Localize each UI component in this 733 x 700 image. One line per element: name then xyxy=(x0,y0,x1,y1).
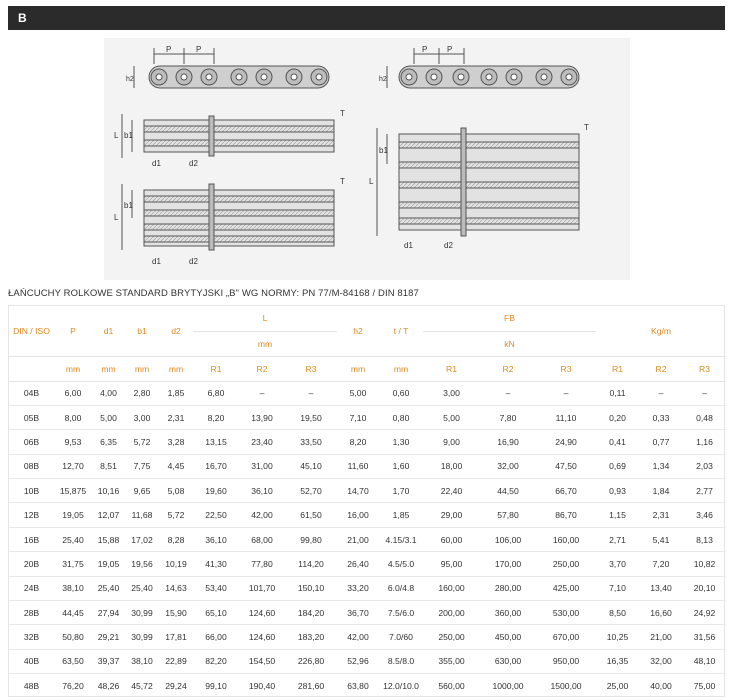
table-row xyxy=(9,625,726,649)
table-cell: 4.5/5.0 xyxy=(379,552,423,576)
table-row xyxy=(9,454,726,478)
table-cell: 9,53 xyxy=(54,430,92,454)
table-cell: 60,00 xyxy=(423,527,480,551)
table-cell: – xyxy=(285,381,337,405)
label-p-3: P xyxy=(422,45,428,54)
label-h2-left: h2 xyxy=(126,76,134,83)
chain-technical-drawing xyxy=(104,38,630,280)
label-d2-1: d2 xyxy=(189,159,198,168)
table-cell: 66,00 xyxy=(193,625,239,649)
table-caption: ŁAŃCUCHY ROLKOWE STANDARD BRYTYJSKI „B" WG NORMY: PN 77/M-84168 / DIN 8187 xyxy=(8,288,419,299)
table-cell: 31,56 xyxy=(683,625,726,649)
table-cell: 15,875 xyxy=(54,479,92,503)
table-cell: 66,70 xyxy=(536,479,596,503)
label-t-3: T xyxy=(584,123,589,132)
row-designation: 05B xyxy=(9,405,54,429)
table-cell: 8,51 xyxy=(92,454,125,478)
row-designation: 06B xyxy=(9,430,54,454)
table-row xyxy=(9,405,726,429)
table-cell: 250,00 xyxy=(423,625,480,649)
table-cell: 42,00 xyxy=(239,503,285,527)
header-row-units xyxy=(9,356,726,381)
row-designation: 10B xyxy=(9,479,54,503)
table-cell: 19,56 xyxy=(125,552,159,576)
table-cell: 14,70 xyxy=(337,479,379,503)
row-designation: 20B xyxy=(9,552,54,576)
table-cell: 670,00 xyxy=(536,625,596,649)
table-cell: 280,00 xyxy=(480,576,536,600)
table-cell: 281,60 xyxy=(285,674,337,698)
col-tt: t / T xyxy=(393,325,409,336)
table-cell: 16,60 xyxy=(639,601,683,625)
col-din: DIN / ISO xyxy=(13,325,50,336)
table-cell: 6,35 xyxy=(92,430,125,454)
table-cell: 160,00 xyxy=(536,527,596,551)
unit-h2: mm xyxy=(337,356,379,381)
row-designation: 04B xyxy=(9,381,54,405)
table-cell: 50,80 xyxy=(54,625,92,649)
table-cell: 160,00 xyxy=(423,576,480,600)
table-cell: 14,63 xyxy=(159,576,193,600)
col-fb: FB xyxy=(423,306,596,331)
unit-b1: mm xyxy=(125,356,159,381)
table-cell: 25,40 xyxy=(125,576,159,600)
unit-fb-r2: R2 xyxy=(480,356,536,381)
side-view-right xyxy=(387,48,579,88)
label-t-1: T xyxy=(340,109,345,118)
table-cell: 170,00 xyxy=(480,552,536,576)
table-cell: 99,80 xyxy=(285,527,337,551)
table-cell: 17,81 xyxy=(159,625,193,649)
table-row xyxy=(9,527,726,551)
table-cell: 21,00 xyxy=(639,625,683,649)
col-d1: d1 xyxy=(103,325,114,336)
label-d1-3: d1 xyxy=(404,241,413,250)
table-row xyxy=(9,503,726,527)
table-cell: 124,60 xyxy=(239,601,285,625)
table-cell: 19,05 xyxy=(54,503,92,527)
table-cell: 31,00 xyxy=(239,454,285,478)
table-cell: 8,20 xyxy=(337,430,379,454)
table-cell: 226,80 xyxy=(285,649,337,673)
table-cell: 86,70 xyxy=(536,503,596,527)
table-cell: 32,00 xyxy=(639,649,683,673)
table-cell: 32,00 xyxy=(480,454,536,478)
table-cell: 19,05 xyxy=(92,552,125,576)
table-cell: 52,96 xyxy=(337,649,379,673)
row-designation: 40B xyxy=(9,649,54,673)
table-row xyxy=(9,649,726,673)
table-row xyxy=(9,479,726,503)
table-row xyxy=(9,552,726,576)
table-row xyxy=(9,674,726,698)
table-cell: – xyxy=(536,381,596,405)
table-cell: 10,25 xyxy=(596,625,639,649)
table-cell: 13,15 xyxy=(193,430,239,454)
table-cell: 9,00 xyxy=(423,430,480,454)
table-cell: 200,00 xyxy=(423,601,480,625)
table-cell: 1,34 xyxy=(639,454,683,478)
table-cell: 7,10 xyxy=(596,576,639,600)
table-cell: 250,00 xyxy=(536,552,596,576)
table-cell: 1,15 xyxy=(596,503,639,527)
table-cell: 183,20 xyxy=(285,625,337,649)
table-cell: 10,16 xyxy=(92,479,125,503)
table-cell: 68,00 xyxy=(239,527,285,551)
unit-l-r2: R2 xyxy=(239,356,285,381)
table-cell: 27,94 xyxy=(92,601,125,625)
table-cell: 53,40 xyxy=(193,576,239,600)
table-body xyxy=(9,381,726,698)
table-cell: 7,20 xyxy=(639,552,683,576)
table-cell: 1,16 xyxy=(683,430,726,454)
table-cell: 8,20 xyxy=(193,405,239,429)
table-cell: 25,40 xyxy=(92,576,125,600)
table-cell: 7,80 xyxy=(480,405,536,429)
table-cell: 41,30 xyxy=(193,552,239,576)
table-cell: 10,19 xyxy=(159,552,193,576)
l-unit: mm xyxy=(257,338,273,349)
table-cell: 16,70 xyxy=(193,454,239,478)
unit-fb-r1: R1 xyxy=(423,356,480,381)
table-cell: 99,10 xyxy=(193,674,239,698)
table-cell: 0,11 xyxy=(596,381,639,405)
table-cell: 8,00 xyxy=(54,405,92,429)
table-cell: 2,71 xyxy=(596,527,639,551)
table-cell: 8,28 xyxy=(159,527,193,551)
table-cell: 19,50 xyxy=(285,405,337,429)
table-cell: 1,85 xyxy=(159,381,193,405)
table-cell: 31,75 xyxy=(54,552,92,576)
label-p-4: P xyxy=(447,45,453,54)
unit-kg-r1: R1 xyxy=(596,356,639,381)
table-cell: 48,10 xyxy=(683,649,726,673)
table-cell: 6,80 xyxy=(193,381,239,405)
row-designation: 32B xyxy=(9,625,54,649)
table-cell: 39,37 xyxy=(92,649,125,673)
table-cell: 45,10 xyxy=(285,454,337,478)
table-cell: 16,90 xyxy=(480,430,536,454)
table-cell: 22,89 xyxy=(159,649,193,673)
table-cell: 3,70 xyxy=(596,552,639,576)
table-row xyxy=(9,576,726,600)
unit-p: mm xyxy=(54,356,92,381)
table-cell: 65,10 xyxy=(193,601,239,625)
table-cell: 24,92 xyxy=(683,601,726,625)
table-cell: 6,00 xyxy=(54,381,92,405)
unit-l-r1: R1 xyxy=(193,356,239,381)
label-l-1: L xyxy=(114,131,119,140)
table-cell: 12.0/10.0 xyxy=(379,674,423,698)
table-cell: 63,50 xyxy=(54,649,92,673)
table-cell: 29,00 xyxy=(423,503,480,527)
table-cell: 184,20 xyxy=(285,601,337,625)
header-row-main xyxy=(9,306,726,331)
table-cell: 22,50 xyxy=(193,503,239,527)
table-cell: 0,69 xyxy=(596,454,639,478)
table-cell: 8,50 xyxy=(596,601,639,625)
table-cell: 630,00 xyxy=(480,649,536,673)
col-d2: d2 xyxy=(171,325,181,336)
table-cell: 45,72 xyxy=(125,674,159,698)
label-d1-1: d1 xyxy=(152,159,161,168)
table-cell: 36,10 xyxy=(193,527,239,551)
table-cell: 5,08 xyxy=(159,479,193,503)
table-cell: 2,03 xyxy=(683,454,726,478)
table-cell: 1,30 xyxy=(379,430,423,454)
table-cell: 5,72 xyxy=(159,503,193,527)
unit-blank xyxy=(9,356,54,381)
table-cell: 36,10 xyxy=(239,479,285,503)
table-cell: 2,31 xyxy=(159,405,193,429)
table-cell: 11,60 xyxy=(337,454,379,478)
side-view-left xyxy=(134,48,329,88)
table-cell: 38,10 xyxy=(125,649,159,673)
table-cell: 11,10 xyxy=(536,405,596,429)
label-p-2: P xyxy=(196,45,202,54)
table-cell: 22,40 xyxy=(423,479,480,503)
fb-unit: kN xyxy=(504,338,515,349)
table-cell: 19,60 xyxy=(193,479,239,503)
table-cell: 1,84 xyxy=(639,479,683,503)
table-cell: 10,82 xyxy=(683,552,726,576)
table-cell: 4,45 xyxy=(159,454,193,478)
table-cell: 5,00 xyxy=(423,405,480,429)
table-cell: 9,65 xyxy=(125,479,159,503)
table-cell: 77,80 xyxy=(239,552,285,576)
table-cell: 7.5/6.0 xyxy=(379,601,423,625)
table-cell: 2,77 xyxy=(683,479,726,503)
table-cell: 13,90 xyxy=(239,405,285,429)
table-cell: 44,45 xyxy=(54,601,92,625)
table-cell: 21,00 xyxy=(337,527,379,551)
table-cell: 6.0/4.8 xyxy=(379,576,423,600)
table-cell: 1,60 xyxy=(379,454,423,478)
label-h2-right: h2 xyxy=(379,76,387,83)
table-cell: – xyxy=(480,381,536,405)
table-cell: 5,72 xyxy=(125,430,159,454)
triplex-top-view xyxy=(377,128,579,236)
label-b1-3: b1 xyxy=(379,146,388,155)
table-cell: 29,24 xyxy=(159,674,193,698)
table-cell: 1,70 xyxy=(379,479,423,503)
table-cell: 114,20 xyxy=(285,552,337,576)
table-cell: 355,00 xyxy=(423,649,480,673)
table-cell: 124,60 xyxy=(239,625,285,649)
table-cell: 23,40 xyxy=(239,430,285,454)
table-row xyxy=(9,430,726,454)
chain-diagram xyxy=(104,38,630,280)
table-cell: 18,00 xyxy=(423,454,480,478)
table-cell: 1,85 xyxy=(379,503,423,527)
table-cell: 30,99 xyxy=(125,601,159,625)
row-designation: 12B xyxy=(9,503,54,527)
table-cell: 8,13 xyxy=(683,527,726,551)
table-cell: 7.0/60 xyxy=(379,625,423,649)
label-d2-3: d2 xyxy=(444,241,453,250)
unit-kg-r3: R3 xyxy=(683,356,726,381)
table-cell: 1500,00 xyxy=(536,674,596,698)
table-cell: 20,10 xyxy=(683,576,726,600)
table-cell: 29,21 xyxy=(92,625,125,649)
table-cell: 0,20 xyxy=(596,405,639,429)
table-row xyxy=(9,381,726,405)
table-cell: 0,60 xyxy=(379,381,423,405)
col-kg: Kg/m xyxy=(650,325,672,336)
col-b1: b1 xyxy=(137,325,147,336)
unit-d2: mm xyxy=(159,356,193,381)
table-row xyxy=(9,601,726,625)
table-cell: 154,50 xyxy=(239,649,285,673)
table-cell: – xyxy=(683,381,726,405)
table-cell: 0,93 xyxy=(596,479,639,503)
unit-kg-r2: R2 xyxy=(639,356,683,381)
table-cell: 7,75 xyxy=(125,454,159,478)
table-cell: 12,07 xyxy=(92,503,125,527)
row-designation: 48B xyxy=(9,674,54,698)
simplex-top-view xyxy=(122,114,334,158)
col-p: P xyxy=(70,325,76,336)
table-cell: 0,41 xyxy=(596,430,639,454)
table-cell: – xyxy=(639,381,683,405)
table-cell: 1000,00 xyxy=(480,674,536,698)
chain-spec-table xyxy=(8,305,725,697)
table-cell: 560,00 xyxy=(423,674,480,698)
label-d2-2: d2 xyxy=(189,257,198,266)
table-cell: 95,00 xyxy=(423,552,480,576)
unit-fb-r3: R3 xyxy=(536,356,596,381)
table-cell: 75,00 xyxy=(683,674,726,698)
table-cell: 30,99 xyxy=(125,625,159,649)
table-cell: 16,35 xyxy=(596,649,639,673)
table-cell: 24,90 xyxy=(536,430,596,454)
table-cell: 42,00 xyxy=(337,625,379,649)
label-b1-2: b1 xyxy=(124,201,133,210)
table-cell: 47,50 xyxy=(536,454,596,478)
table-cell: 101,70 xyxy=(239,576,285,600)
table-cell: 450,00 xyxy=(480,625,536,649)
table-cell: 8.5/8.0 xyxy=(379,649,423,673)
table-cell: 7,10 xyxy=(337,405,379,429)
table-cell: 11,68 xyxy=(125,503,159,527)
table-cell: 61,50 xyxy=(285,503,337,527)
table-cell: 150,10 xyxy=(285,576,337,600)
table-cell: 48,26 xyxy=(92,674,125,698)
table-cell: 40,00 xyxy=(639,674,683,698)
duplex-top-view xyxy=(122,184,334,250)
table-cell: 5,00 xyxy=(337,381,379,405)
table-cell: 5,41 xyxy=(639,527,683,551)
table-cell: 26,40 xyxy=(337,552,379,576)
label-d1-2: d1 xyxy=(152,257,161,266)
table-cell: 63,80 xyxy=(337,674,379,698)
unit-tt: mm xyxy=(379,356,423,381)
table-cell: 5,00 xyxy=(92,405,125,429)
table-cell: 425,00 xyxy=(536,576,596,600)
table-cell: 3,00 xyxy=(423,381,480,405)
label-l-3: L xyxy=(369,177,374,186)
table-cell: 33,20 xyxy=(337,576,379,600)
table-cell: 52,70 xyxy=(285,479,337,503)
table-cell: – xyxy=(239,381,285,405)
table-cell: 3,00 xyxy=(125,405,159,429)
table-cell: 12,70 xyxy=(54,454,92,478)
table-cell: 360,00 xyxy=(480,601,536,625)
table-cell: 76,20 xyxy=(54,674,92,698)
row-designation: 24B xyxy=(9,576,54,600)
table-cell: 0,33 xyxy=(639,405,683,429)
label-b1-1: b1 xyxy=(124,131,133,140)
table-cell: 82,20 xyxy=(193,649,239,673)
row-designation: 28B xyxy=(9,601,54,625)
table-cell: 16,00 xyxy=(337,503,379,527)
table-cell: 36,70 xyxy=(337,601,379,625)
label-t-2: T xyxy=(340,177,345,186)
table-cell: 3,28 xyxy=(159,430,193,454)
col-l: L xyxy=(193,306,337,331)
section-title: B xyxy=(18,11,27,25)
table-cell: 57,80 xyxy=(480,503,536,527)
table-cell: 17,02 xyxy=(125,527,159,551)
table-cell: 2,80 xyxy=(125,381,159,405)
table-cell: 15,88 xyxy=(92,527,125,551)
table-cell: 3,46 xyxy=(683,503,726,527)
unit-d1: mm xyxy=(92,356,125,381)
table-cell: 25,00 xyxy=(596,674,639,698)
table-cell: 25,40 xyxy=(54,527,92,551)
table-cell: 15,90 xyxy=(159,601,193,625)
label-l-2: L xyxy=(114,213,119,222)
row-designation: 16B xyxy=(9,527,54,551)
table-cell: 0,80 xyxy=(379,405,423,429)
unit-l-r3: R3 xyxy=(285,356,337,381)
table-cell: 2,31 xyxy=(639,503,683,527)
table-cell: 950,00 xyxy=(536,649,596,673)
table-cell: 38,10 xyxy=(54,576,92,600)
table-cell: 0,48 xyxy=(683,405,726,429)
table-cell: 33,50 xyxy=(285,430,337,454)
label-p-1: P xyxy=(166,45,172,54)
row-designation: 08B xyxy=(9,454,54,478)
table-cell: 4,00 xyxy=(92,381,125,405)
table-cell: 530,00 xyxy=(536,601,596,625)
table-cell: 44,50 xyxy=(480,479,536,503)
section-header xyxy=(8,6,725,30)
table-cell: 190,40 xyxy=(239,674,285,698)
table-cell: 0,77 xyxy=(639,430,683,454)
table-cell: 106,00 xyxy=(480,527,536,551)
table-cell: 13,40 xyxy=(639,576,683,600)
table-cell: 4.15/3.1 xyxy=(379,527,423,551)
col-h2: h2 xyxy=(353,325,363,336)
